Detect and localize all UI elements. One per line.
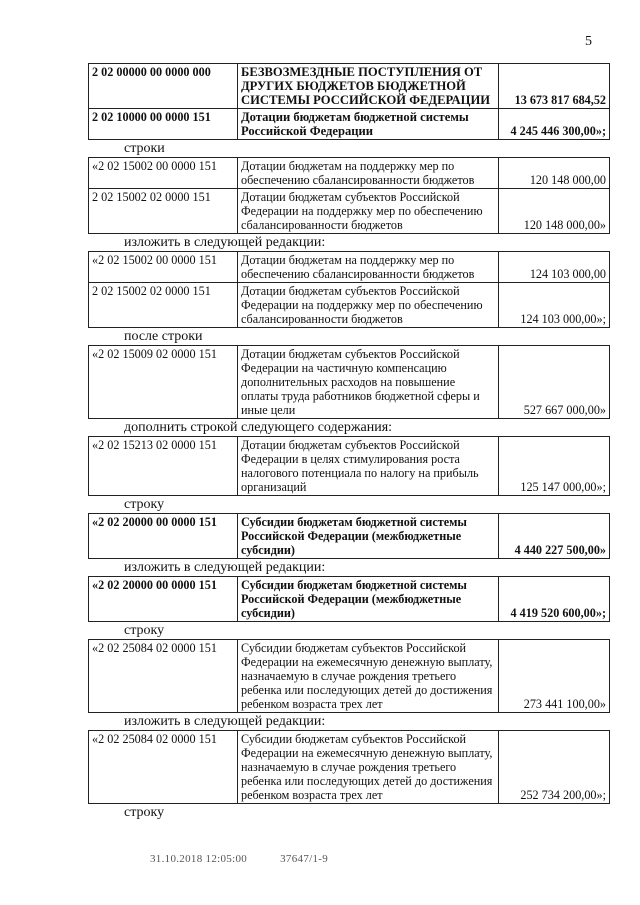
footer-datetime: 31.10.2018 12:05:00: [150, 853, 248, 865]
description-cell: Дотации бюджетам субъектов Российской Федерации на поддержку мер по обеспечению сбалансированности бюджетов: [238, 189, 499, 234]
budget-code-cell: «2 02 25084 02 0000 151: [89, 731, 238, 804]
description-cell: Дотации бюджетам субъектов Российской Федерации на частичную компенсацию дополнительных расходов на повышение оплаты труда работников бюджетной сферы и иные цели: [238, 346, 499, 419]
budget-table: [88, 730, 610, 804]
budget-table: [88, 513, 610, 559]
table-row: [89, 514, 610, 559]
table-row: [89, 64, 610, 109]
table-row: [89, 640, 610, 713]
budget-code-cell: «2 02 15002 00 0000 151: [89, 158, 238, 189]
budget-table: [88, 345, 610, 419]
budget-table: [88, 63, 610, 140]
amount-cell: 13 673 817 684,52: [499, 64, 610, 109]
description-cell: Субсидии бюджетам бюджетной системы Российской Федерации (межбюджетные субсидии): [238, 514, 499, 559]
instruction-text: изложить в следующей редакции:: [124, 714, 326, 729]
budget-code-cell: «2 02 15213 02 0000 151: [89, 437, 238, 496]
amount-cell: 527 667 000,00»: [499, 346, 610, 419]
description-cell: Субсидии бюджетам субъектов Российской Федерации на ежемесячную денежную выплату, назначаемую в случае рождения третьего ребенка или последующих детей до достижения ребенком возраста трех лет: [238, 731, 499, 804]
page-number: 5: [585, 34, 592, 49]
table-row: [89, 731, 610, 804]
amount-cell: 4 440 227 500,00»: [499, 514, 610, 559]
description-cell: Дотации бюджетам бюджетной системы Российской Федерации: [238, 109, 499, 140]
amount-cell: 4 419 520 600,00»;: [499, 577, 610, 622]
table-row: [89, 109, 610, 140]
instruction-text: изложить в следующей редакции:: [124, 235, 326, 250]
table-row: [89, 252, 610, 283]
description-cell: Дотации бюджетам на поддержку мер по обеспечению сбалансированности бюджетов: [238, 158, 499, 189]
footer-stamp: [150, 853, 328, 865]
amount-cell: 273 441 100,00»: [499, 640, 610, 713]
instruction-text: изложить в следующей редакции:: [124, 560, 326, 575]
budget-code-cell: «2 02 15002 00 0000 151: [89, 252, 238, 283]
budget-code-cell: 2 02 00000 00 0000 000: [89, 64, 238, 109]
amount-cell: 252 734 200,00»;: [499, 731, 610, 804]
description-cell: Дотации бюджетам на поддержку мер по обеспечению сбалансированности бюджетов: [238, 252, 499, 283]
budget-table: [88, 157, 610, 234]
document-body: [88, 63, 606, 821]
table-row: [89, 283, 610, 328]
table-row: [89, 346, 610, 419]
description-cell: Субсидии бюджетам бюджетной системы Российской Федерации (межбюджетные субсидии): [238, 577, 499, 622]
budget-code-cell: «2 02 20000 00 0000 151: [89, 514, 238, 559]
budget-code-cell: 2 02 15002 02 0000 151: [89, 189, 238, 234]
budget-code-cell: «2 02 15009 02 0000 151: [89, 346, 238, 419]
budget-table: [88, 639, 610, 713]
budget-table: [88, 576, 610, 622]
footer-doc-id: 37647/1-9: [280, 853, 329, 865]
amount-cell: 4 245 446 300,00»;: [499, 109, 610, 140]
table-row: [89, 158, 610, 189]
amount-cell: 120 148 000,00: [499, 158, 610, 189]
instruction-text: строку: [124, 805, 165, 820]
budget-code-cell: «2 02 25084 02 0000 151: [89, 640, 238, 713]
table-row: [89, 437, 610, 496]
budget-table: [88, 251, 610, 328]
description-cell: Субсидии бюджетам субъектов Российской Федерации на ежемесячную денежную выплату, назначаемую в случае рождения третьего ребенка или последующих детей до достижения ребенком возраста трех лет: [238, 640, 499, 713]
amount-cell: 120 148 000,00»: [499, 189, 610, 234]
description-cell: Дотации бюджетам субъектов Российской Федерации в целях стимулирования роста налогового потенциала по налогу на прибыль организаций: [238, 437, 499, 496]
table-row: [89, 189, 610, 234]
budget-table: [88, 436, 610, 496]
budget-code-cell: «2 02 20000 00 0000 151: [89, 577, 238, 622]
description-cell: БЕЗВОЗМЕЗДНЫЕ ПОСТУПЛЕНИЯ ОТ ДРУГИХ БЮДЖЕТОВ БЮДЖЕТНОЙ СИСТЕМЫ РОССИЙСКОЙ ФЕДЕРАЦИИ: [238, 64, 499, 109]
instruction-text: после строки: [124, 329, 203, 344]
amount-cell: 124 103 000,00: [499, 252, 610, 283]
table-row: [89, 577, 610, 622]
instruction-text: строку: [124, 623, 165, 638]
amount-cell: 124 103 000,00»;: [499, 283, 610, 328]
budget-code-cell: 2 02 10000 00 0000 151: [89, 109, 238, 140]
instruction-text: строку: [124, 497, 165, 512]
amount-cell: 125 147 000,00»;: [499, 437, 610, 496]
description-cell: Дотации бюджетам субъектов Российской Федерации на поддержку мер по обеспечению сбалансированности бюджетов: [238, 283, 499, 328]
budget-code-cell: 2 02 15002 02 0000 151: [89, 283, 238, 328]
instruction-text: дополнить строкой следующего содержания:: [124, 420, 393, 435]
instruction-text: строки: [124, 141, 165, 156]
